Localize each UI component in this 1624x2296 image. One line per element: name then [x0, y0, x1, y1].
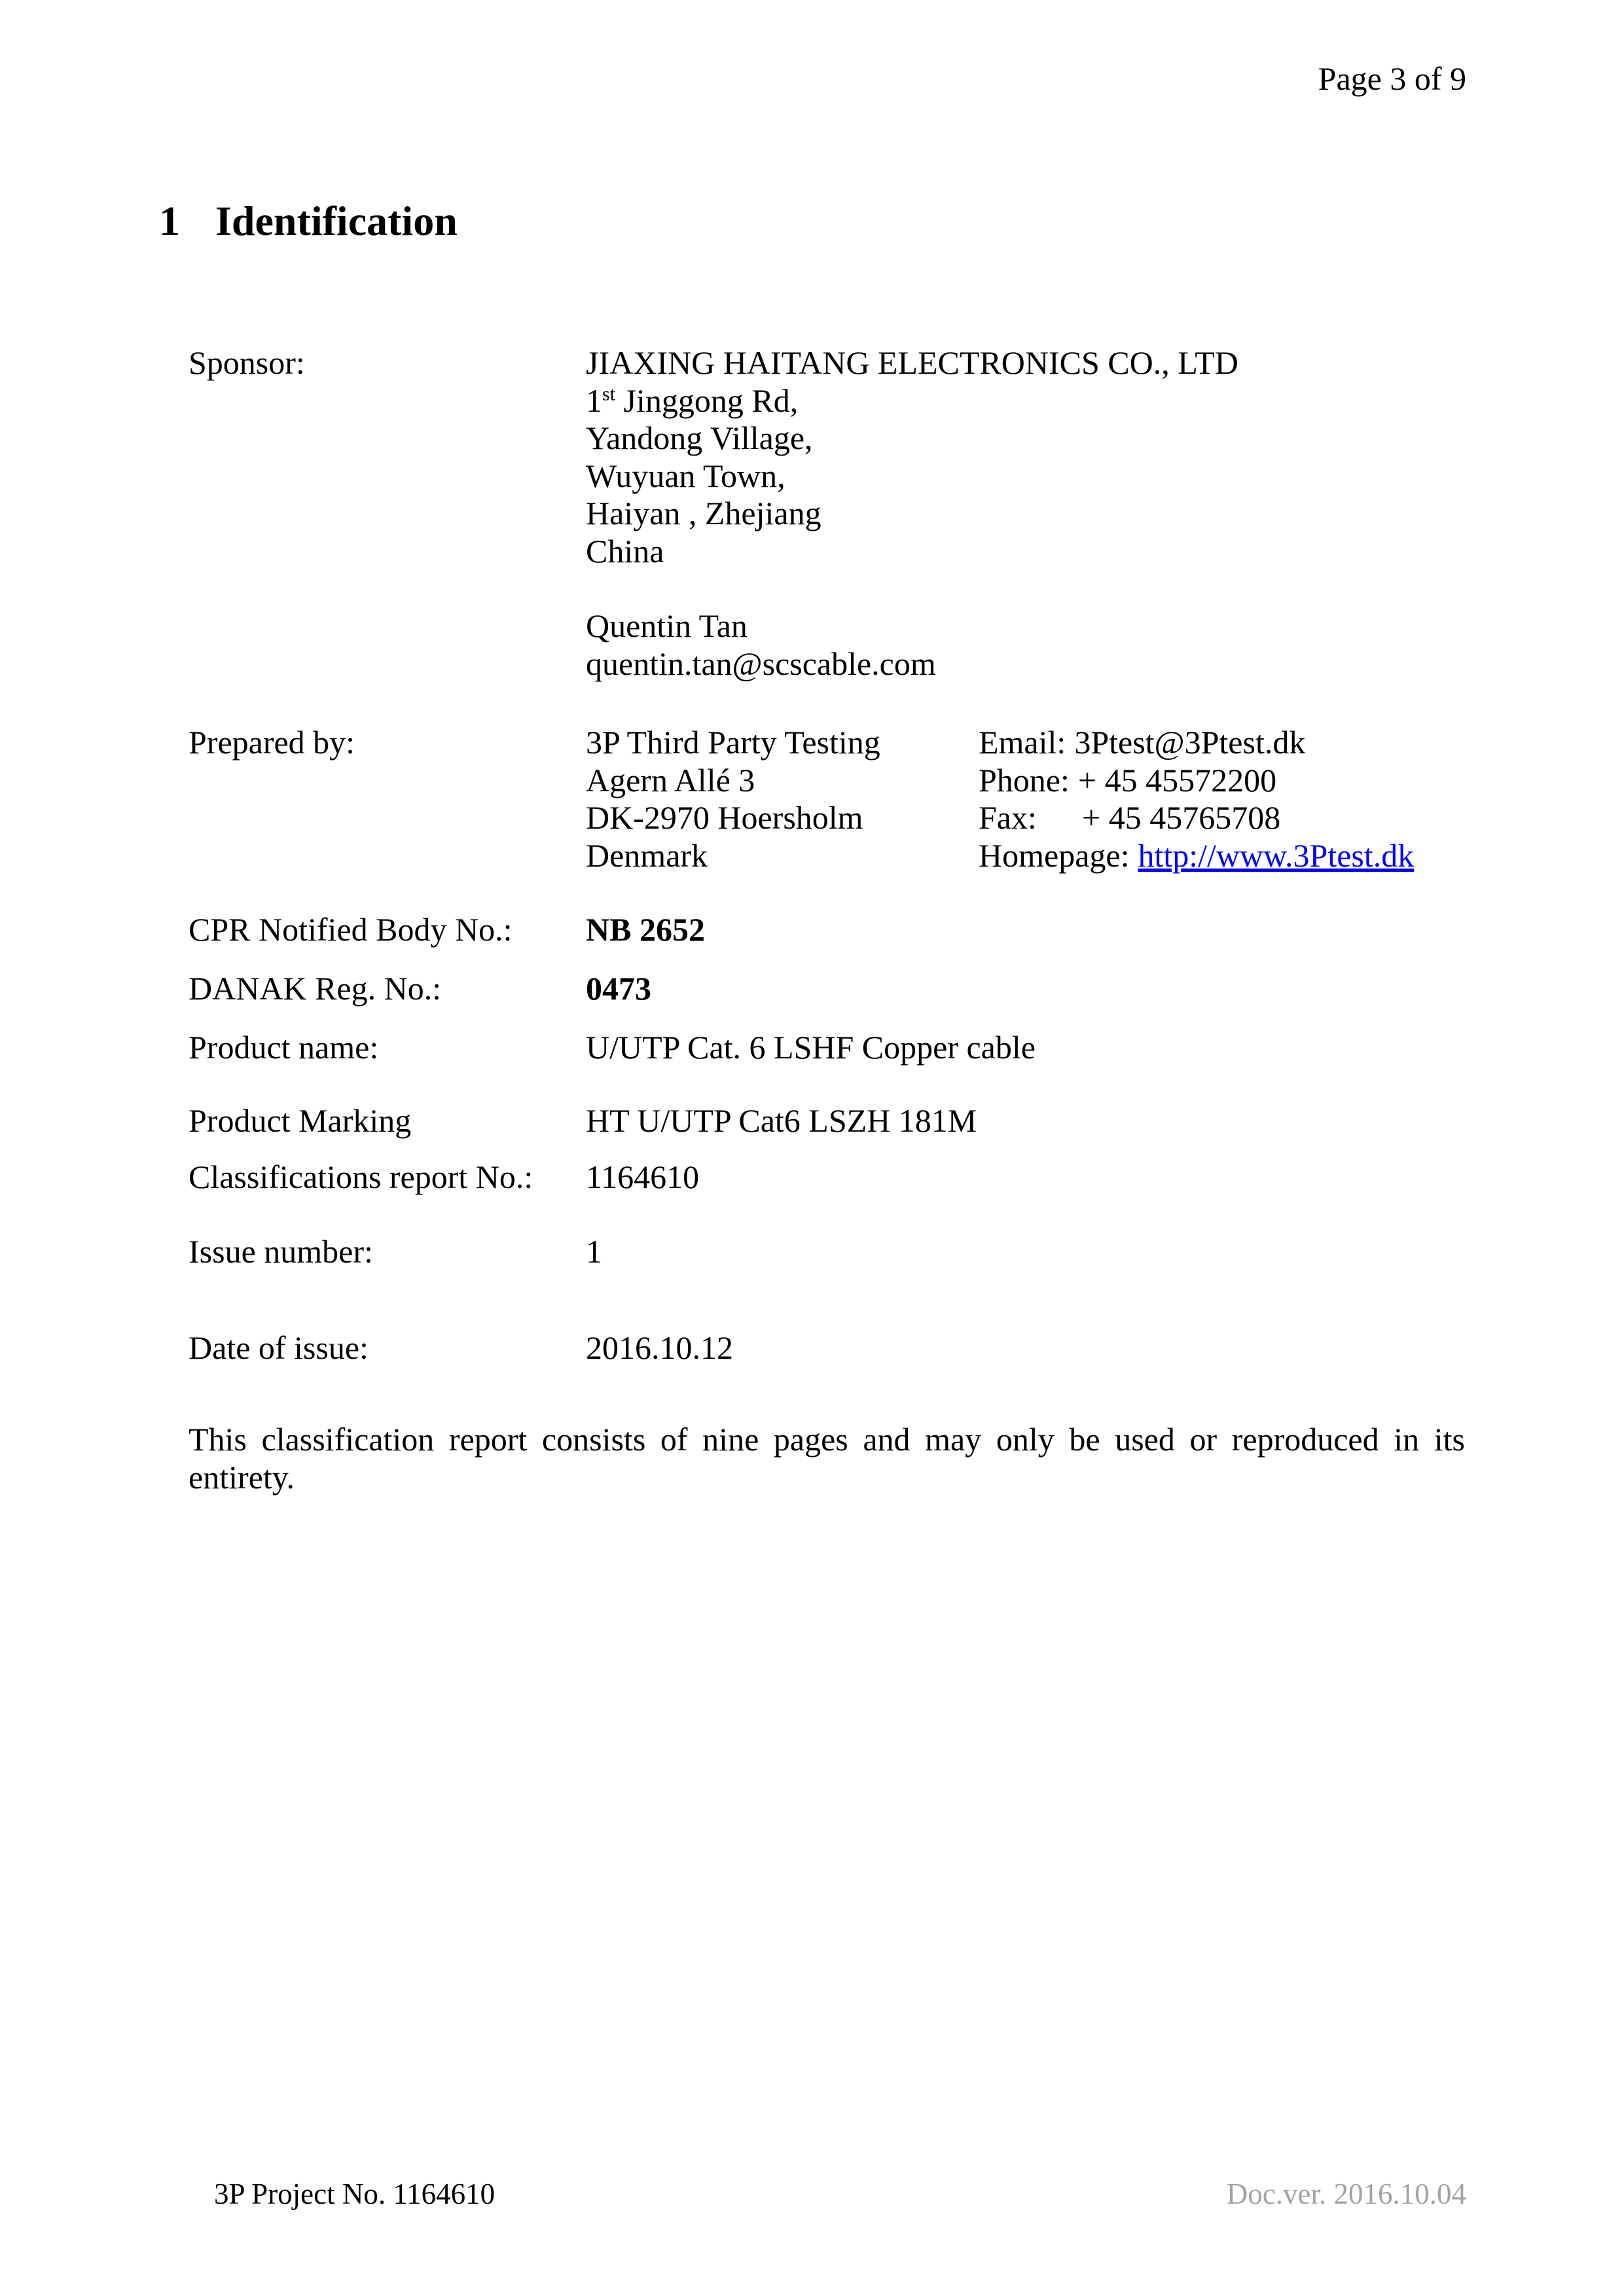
classification-report-value: 1164610	[586, 1158, 700, 1195]
footer-project-number: 3P Project No. 1164610	[214, 2178, 496, 2210]
sponsor-address-line: Haiyan , Zhejiang	[586, 495, 821, 531]
sponsor-address-line: Yandong Village,	[586, 420, 813, 456]
date-of-issue-value: 2016.10.12	[586, 1329, 733, 1366]
issue-number-label: Issue number:	[189, 1233, 373, 1270]
fax-value: + 45 45765708	[1082, 799, 1281, 836]
fax-label: Fax:	[979, 799, 1037, 836]
email-value: 3Ptest@3Ptest.dk	[1074, 724, 1306, 761]
field-row-danak	[189, 970, 651, 1008]
sponsor-label: Sponsor:	[189, 344, 305, 381]
field-row-issue-number	[189, 1233, 602, 1271]
prepared-address-line: DK-2970 Hoersholm	[586, 799, 863, 836]
section-number: 1	[159, 198, 180, 244]
sponsor-contact-email: quentin.tan@scscable.com	[586, 645, 936, 682]
contact-line-phone	[979, 762, 1414, 800]
prepared-address-line: Agern Allé 3	[586, 761, 755, 798]
classification-report-label: Classifications report No.:	[189, 1158, 533, 1195]
page-number: Page 3 of 9	[1318, 60, 1466, 97]
sponsor-address-line: China	[586, 532, 664, 569]
danak-value: 0473	[586, 970, 651, 1007]
cpr-value: NB 2652	[586, 911, 705, 948]
sponsor-address-block	[586, 344, 1238, 683]
sponsor-street-rest: Jinggong Rd,	[615, 382, 799, 419]
prepared-by-label: Prepared by:	[189, 724, 355, 761]
product-name-value: U/UTP Cat. 6 LSHF Copper cable	[586, 1029, 1036, 1066]
sponsor-address-line: Wuyuan Town,	[586, 457, 785, 494]
contact-line-homepage	[979, 837, 1414, 875]
footer-doc-version: Doc.ver. 2016.10.04	[1226, 2178, 1466, 2210]
danak-label: DANAK Reg. No.:	[189, 970, 442, 1007]
sponsor-street-ordinal: st	[602, 382, 616, 404]
field-row-product-name	[189, 1029, 1036, 1067]
field-row-product-marking	[189, 1102, 977, 1140]
phone-value: + 45 45572200	[1077, 761, 1277, 798]
sponsor-street-number: 1	[586, 382, 602, 419]
sponsor-company: JIAXING HAITANG ELECTRONICS CO., LTD	[586, 344, 1238, 381]
prepared-by-details	[586, 724, 1414, 874]
sponsor-row	[189, 344, 1238, 683]
prepared-address-line: 3P Third Party Testing	[586, 724, 880, 761]
prepared-by-row	[189, 724, 1414, 874]
body-paragraph: This classification report consists of nine pages and may only be used or reproduced in its entirety.	[189, 1421, 1465, 1496]
homepage-label: Homepage:	[979, 836, 1130, 874]
product-marking-value: HT U/UTP Cat6 LSZH 181M	[586, 1102, 977, 1139]
sponsor-street	[586, 382, 1238, 420]
field-row-classification-report	[189, 1158, 699, 1196]
product-marking-label: Product Marking	[189, 1102, 412, 1139]
prepared-address-line: Denmark	[586, 836, 708, 874]
homepage-link[interactable]: http://www.3Ptest.dk	[1138, 836, 1415, 874]
section-title: Identification	[215, 198, 458, 244]
cpr-label: CPR Notified Body No.:	[189, 911, 513, 948]
section-heading	[159, 197, 458, 245]
date-of-issue-label: Date of issue:	[189, 1329, 369, 1366]
product-name-label: Product name:	[189, 1029, 379, 1066]
contact-line-fax	[979, 799, 1414, 837]
field-row-date-of-issue	[189, 1329, 733, 1367]
sponsor-contact-name: Quentin Tan	[586, 607, 748, 644]
phone-label: Phone:	[979, 761, 1070, 798]
issue-number-value: 1	[586, 1233, 602, 1270]
email-label: Email:	[979, 724, 1066, 761]
prepared-by-address	[586, 724, 979, 874]
prepared-by-contacts	[979, 724, 1414, 874]
contact-line-email	[979, 724, 1414, 762]
field-row-cpr	[189, 911, 705, 949]
